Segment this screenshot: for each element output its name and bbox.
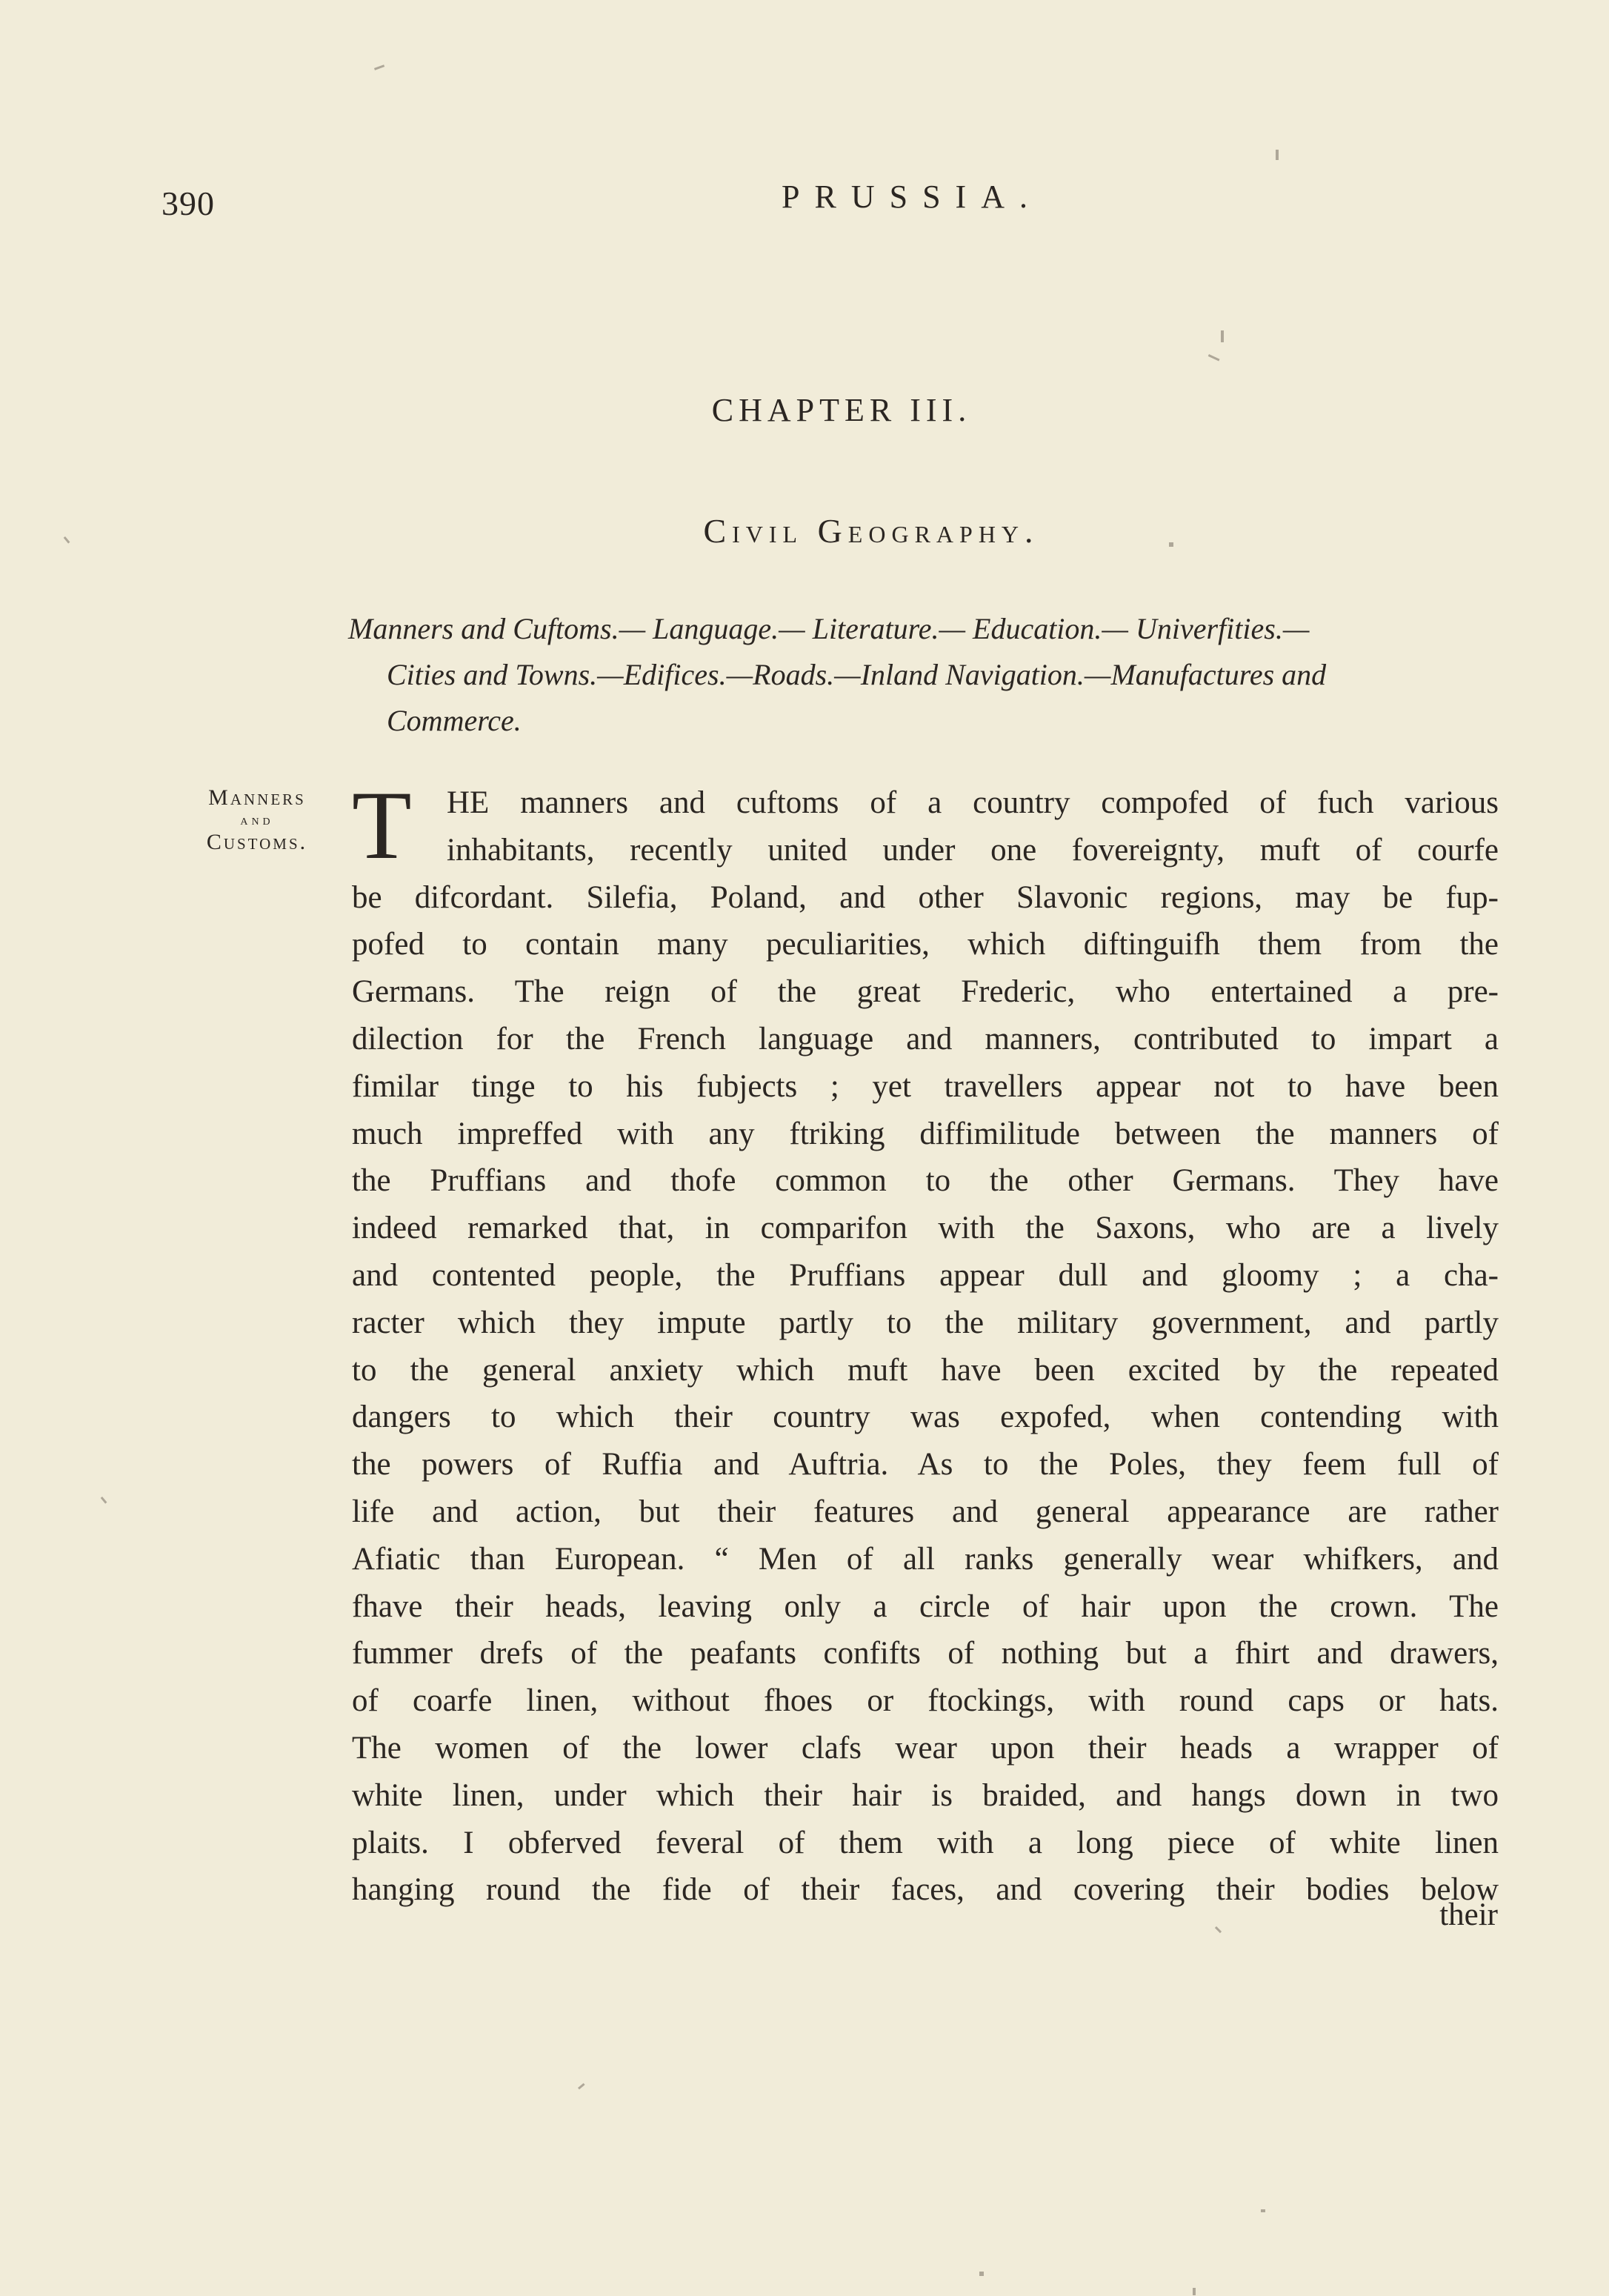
text-line: fhave their heads, leaving only a circle of hair upon the crown. The	[352, 1588, 1499, 1624]
summary-line: Cities and Towns.—Edifices.—Roads.—Inland Navigation.—Manufactures and	[387, 658, 1327, 691]
summary-line: Commerce.	[387, 704, 522, 737]
text-line: racter which they impute partly to the military government, and partly	[352, 1305, 1499, 1340]
text-line: Germans. The reign of the great Frederic, who entertained a pre-	[352, 974, 1499, 1010]
margin-note-line: Customs.	[206, 830, 308, 854]
text-line: plaits. I obferved feveral of them with a long piece of white linen	[352, 1825, 1499, 1860]
text-line: the Pruffians and thofe common to the other Germans. They have	[352, 1163, 1499, 1199]
text-line: fummer drefs of the peafants confifts of nothing but a fhirt and drawers,	[352, 1636, 1499, 1671]
catchword: their	[1439, 1897, 1498, 1932]
text-line: white linen, under which their hair is braided, and hangs down in two	[352, 1777, 1499, 1813]
text-line: much impreffed with any ftriking diffimilitude between the manners of	[352, 1116, 1499, 1151]
text-line: The women of the lower clafs wear upon their heads a wrapper of	[352, 1730, 1499, 1766]
text-line: HE manners and cuftoms of a country compofed of fuch various	[447, 785, 1499, 820]
drop-cap: T	[352, 771, 412, 879]
text-line: the powers of Ruffia and Auftria. As to the Poles, they feem full of	[352, 1447, 1499, 1483]
summary-line: Manners and Cuftoms.— Language.— Literature.— Education.— Univerfities.—	[348, 612, 1310, 645]
running-head: PRUSSIA.	[782, 179, 1042, 215]
text-line: inhabitants, recently united under one fovereignty, muft of courfe	[447, 832, 1499, 868]
text-line: dilection for the French language and manners, contributed to impart a	[352, 1021, 1499, 1057]
text-line: dangers to which their country was expofed, when contending with	[352, 1400, 1499, 1435]
margin-note-line: Manners	[208, 785, 306, 810]
text-line: of coarfe linen, without fhoes or ftockings, with round caps or hats.	[352, 1683, 1499, 1719]
text-line: life and action, but their features and general appearance are rather	[352, 1494, 1499, 1529]
text-line: Afiatic than European. “ Men of all ranks generally wear whifkers, and	[352, 1541, 1499, 1577]
text-line: indeed remarked that, in comparifon with the Saxons, who are a lively	[352, 1211, 1499, 1246]
chapter-title: CHAPTER III.	[711, 392, 972, 428]
text-line: be difcordant. Silefia, Poland, and other Slavonic regions, may be fup-	[352, 879, 1499, 915]
section-title: Civil Geography.	[703, 512, 1039, 550]
text-line: fimilar tinge to his fubjects ; yet travellers appear not to have been	[352, 1068, 1499, 1104]
margin-note-line: and	[240, 812, 274, 828]
text-line: and contented people, the Pruffians appear dull and gloomy ; a cha-	[352, 1257, 1499, 1293]
text-line: hanging round the fide of their faces, and covering their bodies below	[352, 1872, 1499, 1908]
text-line: to the general anxiety which muft have been excited by the repeated	[352, 1352, 1499, 1388]
text-line: pofed to contain many peculiarities, which diftinguifh them from the	[352, 927, 1499, 962]
page-number: 390	[161, 184, 215, 222]
